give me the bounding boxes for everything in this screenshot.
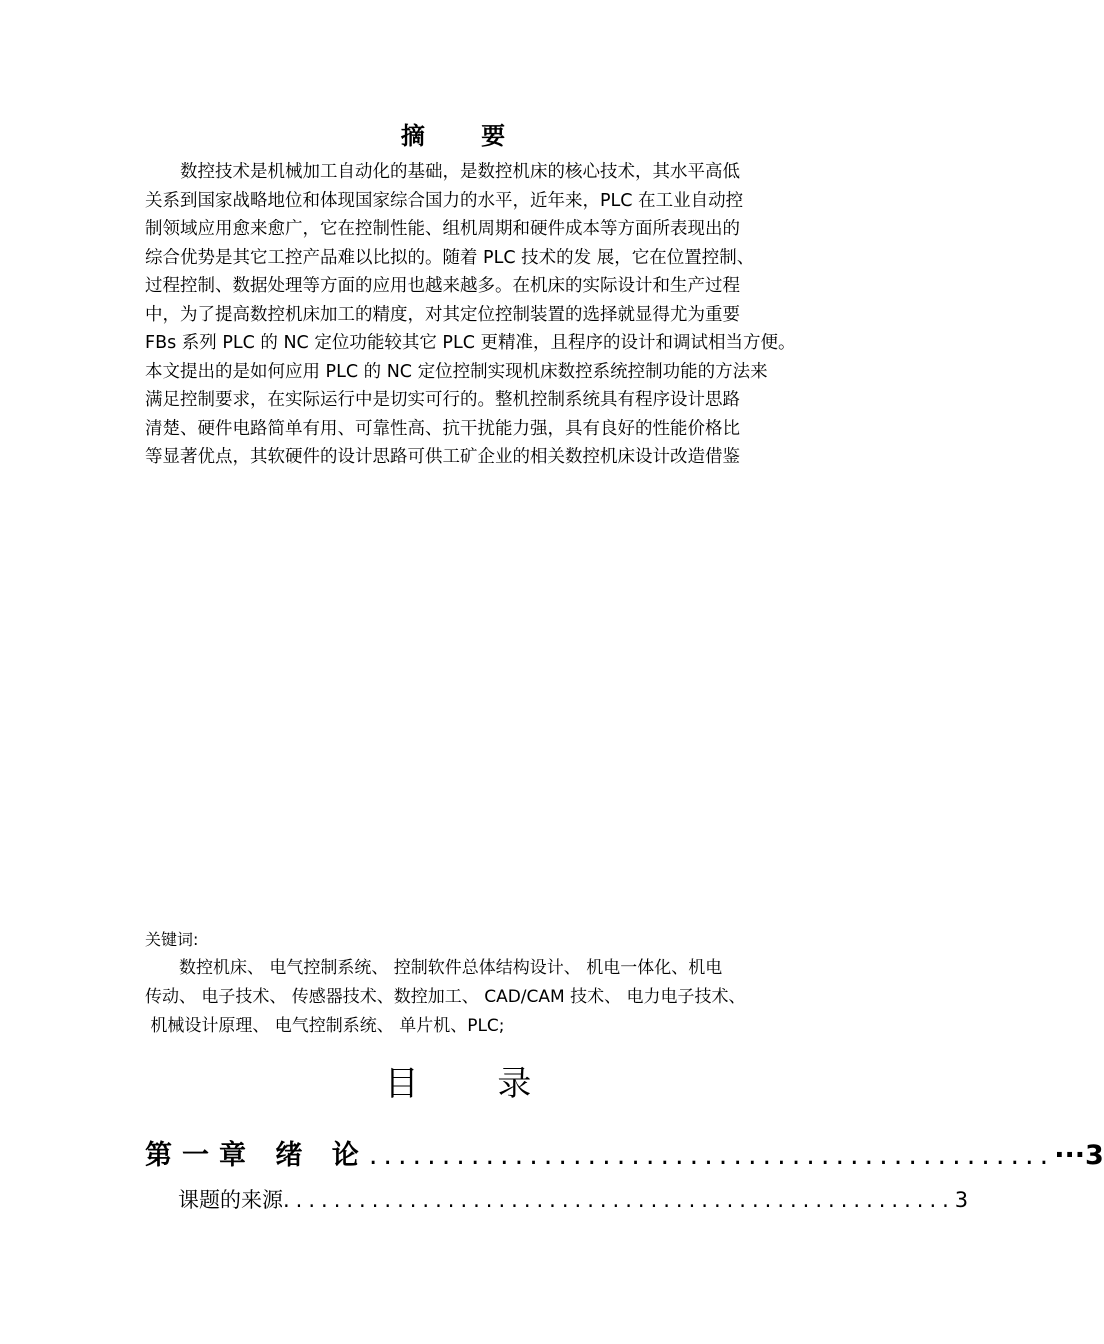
abstract-body xyxy=(145,158,830,472)
toc-page-number: 3 xyxy=(954,1188,969,1212)
abstract-line: 数控技术是机械加工自动化的基础，是数控机床的核心技术，其水平高低 xyxy=(145,162,740,182)
toc-entry-label: 课题的来源 xyxy=(178,1188,283,1212)
abstract-line: 清楚、硬件电路简单有用、可靠性高、抗干扰能力强，具有良好的性能价格比 xyxy=(145,418,740,439)
toc-title: 目 录 xyxy=(384,1064,566,1104)
toc-leader-dots: ..................................................... xyxy=(283,1188,955,1212)
abstract-line: 等显著优点，其软硬件的设计思路可供工矿企业的相关数控机床设计改造借鉴 xyxy=(145,447,740,467)
abstract-line: 过程控制、数据处理等方面的应用也越来越多。在机床的实际设计和生产过程 xyxy=(145,276,740,296)
abstract-line: 本文提出的是如何应用 PLC 的 NC 定位控制实现机床数控系统控制功能的方法来 xyxy=(145,361,768,382)
keywords-line: 数控机床、 电气控制系统、 控制软件总体结构设计、 机电一体化、机电 xyxy=(145,958,723,978)
toc-leader-dots: ............................................... xyxy=(368,1140,1055,1171)
abstract-title: 摘 要 xyxy=(400,122,530,150)
abstract-line: FBs 系列 PLC 的 NC 定位功能较其它 PLC 更精准，且程序的设计和调试相当方便。 xyxy=(145,333,796,353)
keywords-body xyxy=(145,954,845,1041)
toc-entry-section-source[interactable] xyxy=(178,1183,969,1217)
toc-entry-chapter-1[interactable] xyxy=(145,1136,1104,1176)
toc-page-number: ···3 xyxy=(1054,1140,1104,1171)
toc-entry-label: 第一章 绪 论 xyxy=(145,1140,369,1171)
abstract-line: 关系到国家战略地位和体现国家综合国力的水平，近年来，PLC 在工业自动控 xyxy=(145,190,744,211)
abstract-line: 制领域应用愈来愈广，它在控制性能、组机周期和硬件成本等方面所表现出的 xyxy=(145,219,740,239)
keywords-line: 机械设计原理、 电气控制系统、 单片机、PLC; xyxy=(145,1016,505,1036)
abstract-line: 中，为了提高数控机床加工的精度，对其定位控制装置的选择就显得尤为重要 xyxy=(145,304,740,325)
keywords-label: 关键词: xyxy=(145,930,199,949)
abstract-line: 满足控制要求，在实际运行中是切实可行的。整机控制系统具有程序设计思路 xyxy=(145,390,740,410)
abstract-line: 综合优势是其它工控产品难以比拟的。随着 PLC 技术的发 展，它在位置控制、 xyxy=(145,247,755,268)
keywords-line: 传动、 电子技术、 传感器技术、数控加工、 CAD/CAM 技术、 电力电子技术、 xyxy=(145,987,746,1007)
